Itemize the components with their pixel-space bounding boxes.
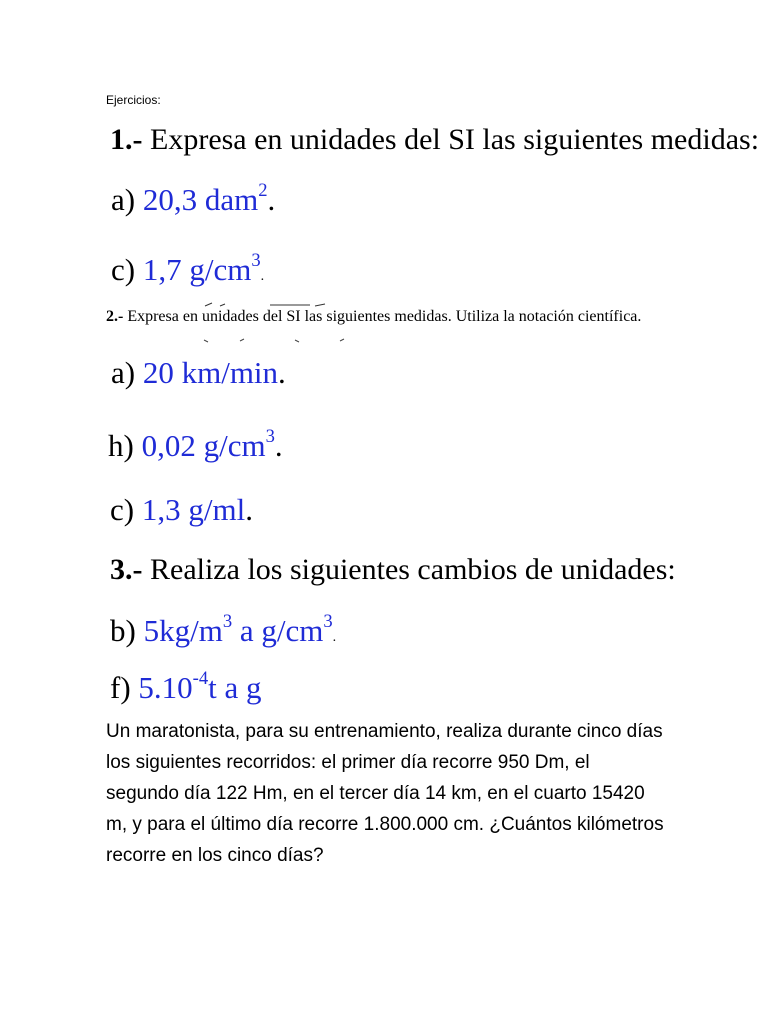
cropped-text-fragment-graphic: [200, 338, 360, 343]
item-value: 20,3 dam: [142, 182, 259, 217]
question-1-number: 1.-: [110, 123, 143, 156]
item-end: .: [278, 355, 286, 390]
item-value: 20 km/min: [142, 355, 279, 390]
cropped-text-fragment-graphic: [200, 301, 340, 307]
item-value: 1,3 g/ml: [141, 492, 246, 527]
item-value-start: 5kg/m: [143, 613, 223, 648]
item-value-rest: a g/cm: [232, 613, 324, 648]
item-exponent: 3: [251, 249, 261, 271]
item-exponent: 2: [258, 179, 268, 201]
item-label: f): [110, 670, 131, 705]
question-3-text: Realiza los siguientes cambios de unidades:: [150, 553, 676, 586]
exercises-heading: Ejercicios:: [106, 93, 161, 107]
item-value-rest: t a g: [208, 670, 262, 705]
item-end: .: [260, 269, 265, 284]
cropped-text-fragment: [200, 330, 360, 335]
item-label: c): [110, 492, 135, 527]
item-end: .: [245, 492, 253, 527]
item-value-start: 5.10: [138, 670, 193, 705]
question-2-item-c: [110, 492, 253, 528]
question-3-number: 3.-: [110, 553, 143, 586]
question-2-text: Expresa en unidades del SI las siguientes medidas. Utiliza la notación científica.: [127, 308, 642, 325]
question-3-item-f: [110, 667, 262, 706]
item-label: c): [111, 252, 136, 287]
question-1-item-c: [111, 249, 265, 288]
question-3-title: [110, 553, 676, 587]
item-end: .: [332, 630, 337, 645]
item-value: 0,02 g/cm: [141, 428, 266, 463]
question-2-item-a: [111, 355, 286, 391]
item-label: b): [110, 613, 136, 648]
question-2-item-h: [108, 425, 283, 464]
item-end: .: [274, 428, 283, 463]
question-1-title: [110, 123, 759, 157]
item-exponent: 3: [265, 425, 275, 447]
question-2-title: [106, 308, 641, 326]
item-exponent: 3: [323, 610, 333, 632]
item-exponent: 3: [222, 610, 233, 632]
word-problem: Un maratonista, para su entrenamiento, realiza durante cinco días los siguientes recorridos: el primer día recorre 950 Dm, el segundo día 122 Hm, en el tercer día 14 km, en el cuarto 15420 m, y para el último día recorre 1.800.000 cm. ¿Cuántos kilómetros recorre en los cinco días?: [106, 721, 664, 866]
item-label: a): [111, 355, 136, 390]
item-exponent: -4: [192, 667, 209, 689]
question-3-item-b: [110, 610, 337, 649]
item-end: .: [267, 182, 276, 217]
question-1-item-a: [111, 179, 276, 218]
item-value: 1,7 g/cm: [142, 252, 252, 287]
question-2-number: 2.-: [106, 308, 124, 325]
cropped-text-fragment: [200, 294, 340, 300]
item-label: h): [108, 428, 134, 463]
question-1-text: Expresa en unidades del SI las siguientes medidas:: [150, 123, 760, 156]
item-label: a): [111, 182, 136, 217]
